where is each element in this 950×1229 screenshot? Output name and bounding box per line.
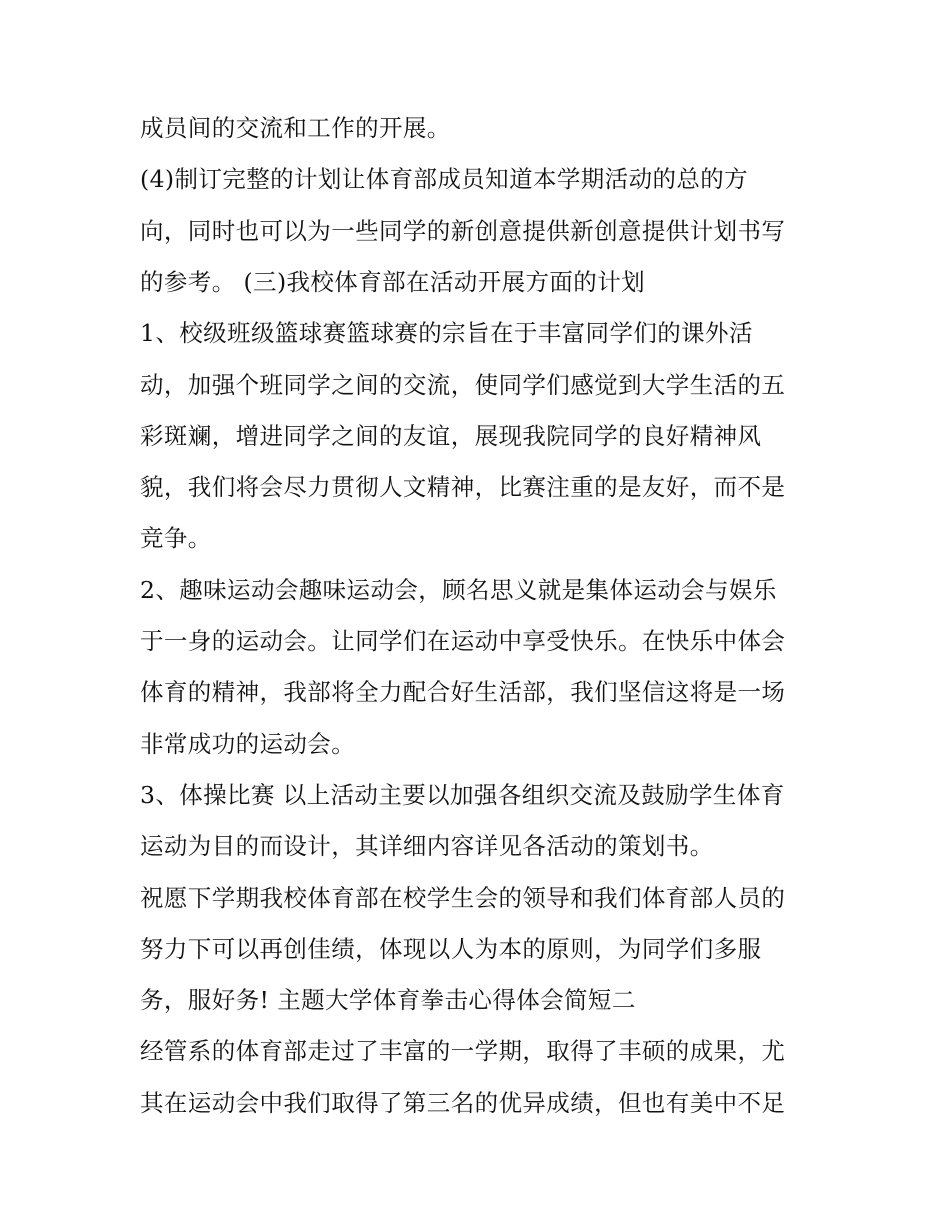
text-line: 动，加强个班同学之间的交流，使同学们感觉到大学生活的五: [140, 371, 786, 399]
text-line: 竞争。: [140, 524, 212, 552]
text-line: 运动为目的而设计，其详细内容详见各活动的策划书。: [140, 832, 714, 860]
text-line: 2、趣味运动会趣味运动会，顾名思义就是集体运动会与娱乐: [140, 576, 777, 604]
text-line: 祝愿下学期我校体育部在校学生会的领导和我们体育部人员的: [140, 884, 786, 912]
text-line: 务，服好务! 主题大学体育拳击心得体会简短二: [140, 986, 636, 1014]
text-line: 非常成功的运动会。: [140, 730, 356, 758]
text-line: 1、校级班级篮球赛篮球赛的宗旨在于丰富同学们的课外活: [140, 319, 753, 347]
text-line: 3、体操比赛 以上活动主要以加强各组织交流及鼓励学生体育: [140, 781, 785, 809]
text-line: 于一身的运动会。让同学们在运动中享受快乐。在快乐中体会: [140, 627, 786, 655]
text-line: 的参考。 (三)我校体育部在活动开展方面的计划: [140, 268, 646, 296]
text-line: 体育的精神，我部将全力配合好生活部，我们坚信这将是一场: [140, 678, 786, 706]
text-line: 貌，我们将会尽力贯彻人文精神，比赛注重的是友好，而不是: [140, 473, 786, 501]
text-line: 经管系的体育部走过了丰富的一学期，取得了丰硕的成果，尤: [140, 1037, 786, 1065]
text-line: 其在运动会中我们取得了第三名的优异成绩，但也有美中不足: [140, 1089, 786, 1117]
text-line: (4)制订完整的计划让体育部成员知道本学期活动的总的方: [140, 165, 749, 193]
text-line: 成员间的交流和工作的开展。: [140, 114, 451, 142]
text-line: 努力下可以再创佳绩，体现以人为本的原则，为同学们多服: [140, 935, 762, 963]
text-line: 彩斑斓，增进同学之间的友谊，展现我院同学的良好精神风: [140, 422, 762, 450]
text-line: 向，同时也可以为一些同学的新创意提供新创意提供计划书写: [140, 217, 786, 245]
